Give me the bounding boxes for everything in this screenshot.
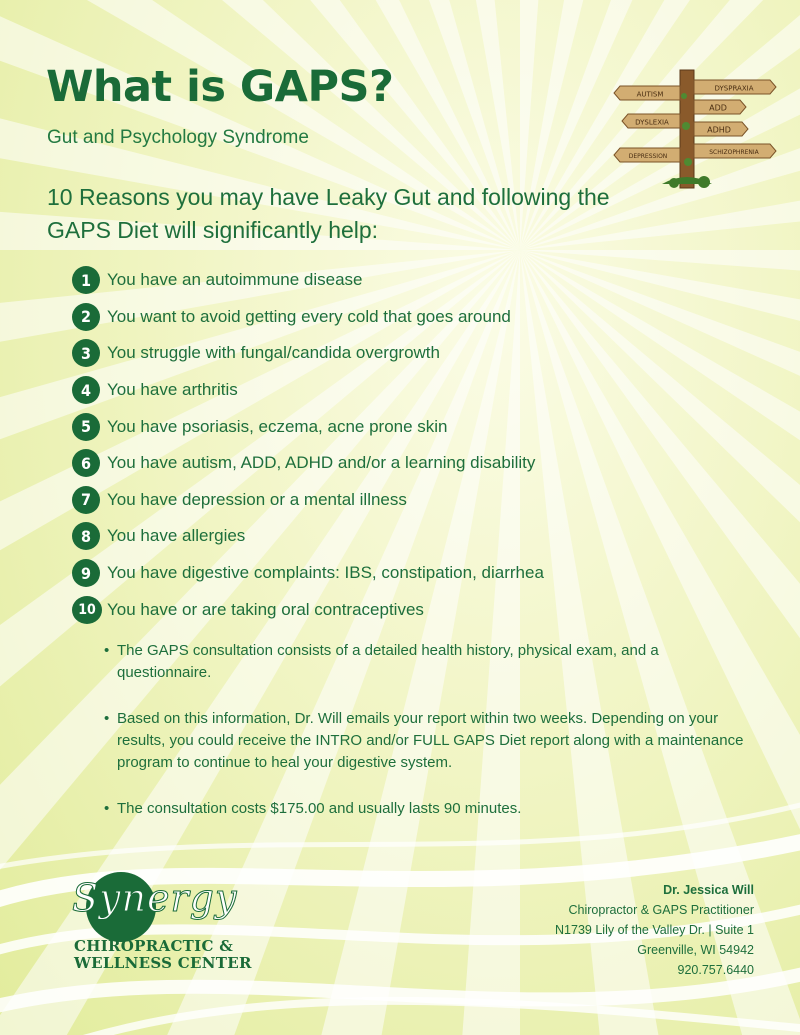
reason-item [72, 482, 544, 519]
logo-script: Synergy [72, 876, 238, 920]
reason-text: You have digestive complaints: IBS, constipation, diarrhea [107, 563, 544, 583]
reason-item [72, 335, 544, 372]
number-badge: 2 [72, 303, 100, 331]
intro-heading: 10 Reasons you may have Leaky Gut and following the GAPS Diet will significantly help: [47, 184, 610, 243]
reason-text: You struggle with fungal/candida overgrowth [107, 343, 440, 363]
bullet-dot: • [104, 642, 110, 659]
reason-item [72, 299, 544, 336]
bullet-item [104, 798, 744, 820]
reason-text: You have psoriasis, eczema, acne prone skin [107, 416, 448, 436]
number-badge: 9 [72, 559, 100, 587]
page-subtitle: Gut and Psychology Syndrome [47, 127, 309, 148]
contact-role: Chiropractor & GAPS Practitioner [568, 903, 754, 917]
bullet-item [104, 640, 744, 684]
logo-line-1: CHIROPRACTIC & [74, 937, 234, 955]
contact-address: N1739 Lily of the Valley Dr. | Suite 1 [555, 923, 754, 937]
number-badge: 8 [72, 522, 100, 550]
logo-line-2: WELLNESS CENTER [74, 954, 252, 972]
sign-add: ADD [709, 103, 727, 113]
reason-text: You have depression or a mental illness [107, 489, 407, 509]
number-badge: 5 [72, 413, 100, 441]
sign-schizophrenia: SCHIZOPHRENIA [709, 149, 759, 156]
reason-item [72, 518, 544, 555]
number-badge: 7 [72, 486, 100, 514]
bullet-dot: • [104, 800, 110, 817]
number-badge: 4 [72, 376, 100, 404]
reason-item [72, 445, 544, 482]
contact-city: Greenville, WI 54942 [637, 943, 754, 957]
bullet-text: The consultation costs $175.00 and usually lasts 90 minutes. [117, 800, 522, 817]
reason-text: You have allergies [107, 526, 246, 546]
number-badge: 6 [72, 449, 100, 477]
bullet-text: Based on this information, Dr. Will emails your report within two weeks. Depending on your results, you could receive the INTRO and/or FULL GAPS Diet report along with a maintenance program to continue to heal your digestive system. [117, 710, 744, 771]
contact-block [555, 880, 754, 980]
contact-phone: 920.757.6440 [677, 963, 754, 977]
reason-item [72, 591, 544, 628]
sign-dyslexia: DYSLEXIA [635, 118, 669, 127]
bullet-item [104, 708, 744, 774]
reasons-list [72, 262, 544, 628]
number-badge: 1 [72, 266, 100, 294]
reason-text: You have or are taking oral contraceptives [107, 599, 424, 619]
number-badge: 10 [72, 596, 102, 624]
reason-item [72, 262, 544, 299]
reason-text: You want to avoid getting every cold that goes around [107, 306, 511, 326]
reason-item [72, 408, 544, 445]
sign-autism: AUTISM [636, 90, 664, 99]
reason-item [72, 555, 544, 592]
sign-dyspraxia: DYSPRAXIA [714, 84, 754, 93]
consultation-notes [104, 640, 744, 844]
bullet-dot: • [104, 710, 110, 727]
sign-adhd: ADHD [707, 125, 731, 135]
signpost-illustration [612, 66, 780, 194]
reason-text: You have autism, ADD, ADHD and/or a learning disability [107, 453, 536, 473]
sign-depression: DEPRESSION [628, 153, 668, 160]
number-badge: 3 [72, 339, 100, 367]
synergy-logo [72, 866, 312, 976]
reason-text: You have arthritis [107, 380, 238, 400]
bullet-text: The GAPS consultation consists of a detailed health history, physical exam, and a questionnaire. [117, 642, 659, 681]
reason-text: You have an autoimmune disease [107, 270, 363, 290]
reason-item [72, 372, 544, 409]
page-title: What is GAPS? [46, 62, 394, 112]
contact-name: Dr. Jessica Will [663, 883, 754, 897]
